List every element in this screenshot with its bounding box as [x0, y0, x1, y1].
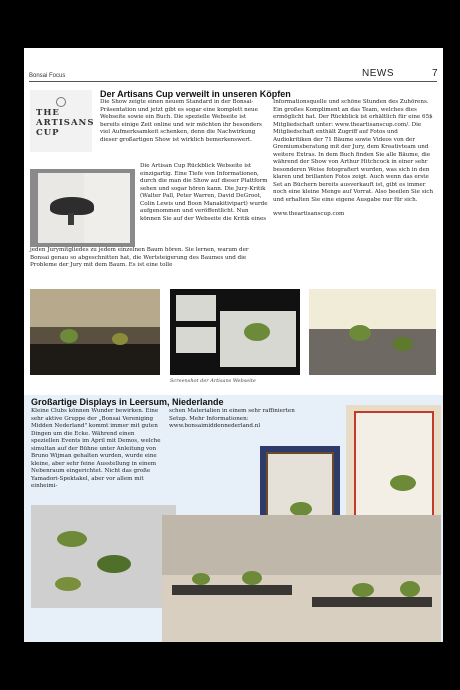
header-category: NEWS [362, 68, 394, 79]
article1-col2 [273, 99, 437, 219]
website-screenshot-photo [170, 289, 300, 375]
logo-line-3: CUP [36, 128, 60, 138]
display-stage-photo [309, 289, 436, 375]
show-hall-photo [30, 289, 160, 375]
logo-emblem-icon [56, 97, 66, 107]
article2-col1-text: Kleine Clubs können Wunder bewirken. Eine sehr aktive Gruppe der „Bonsai Vereniging Midden Nederland" kommt immer mit guten Dingen um die Ecke. Während einen speziellen Events im April mit Demos, welche simultan auf der Bühne unter Anleitung von Bruno Wijman gehalten wurden, wurde eine kleine, aber sehr feine Ausstellung in einem Nebenraum eingerichtet. Nicht das große Yamadori-Spektakel, aber vor allem mit einheimi- [31, 408, 161, 489]
article2-col1 [31, 408, 161, 491]
magazine-page [24, 48, 443, 642]
artisans-cup-logo [30, 90, 95, 152]
header-section-name: Bonsai Focus [29, 73, 66, 79]
article1-col1-mid [140, 163, 268, 223]
article2-col2-text: schen Materialien in einem sehr raffinierten Setup. Mehr Informationen: www.bonsaimiddennederland.nl [169, 408, 295, 429]
artisans-book-photo [30, 169, 135, 247]
logo-lettering [36, 108, 94, 138]
article2-col2 [169, 408, 301, 431]
exhibition-room-photo [162, 515, 441, 642]
photo-caption: Screenshot der Artisans Webseite [170, 378, 256, 384]
article1-paragraph-2-cont: jeden Jurymitgliedes zu jedem einzelnen Baum hören. Sie lernen, warum der Bonsai genau so abgeschnitten hat, die Wertsteigerung des Baumes und die Probleme der Jury mit dem Baum. Es ist eine tolle [30, 247, 249, 268]
article1-title: Der Artisans Cup verweilt in unseren Köpfen [100, 89, 291, 99]
page-number: 7 [432, 68, 438, 79]
article1-col1-bottom [30, 247, 268, 270]
logo-line-2: ARTISANS [36, 118, 95, 128]
article1-col2-text: Informationsquelle und schöne Stunden des Zuhörens. Ein großes Kompliment an das Team, welches dies ermöglicht hat. Der Rückblick ist erhältlich für eine 65$ Mitgliedschaft unter: www.theartisanscup.com/. Die Mitgliedschaft enthält Zugriff auf Fotos und Audiokritiken der 71 Bäume sowie Videos von der Gremiumsberatung mit der Jury, dem Kreativteam und weitere Extras. In dem Buch finden Sie alle Bäume, die während der Show von Arthur Hitchcock in einer sehr besonderen Weise fotografiert wurden, was sich in den klaren und brillanten Fotos zeigt. Auch wenn das erste Set an Büchern bereits ausverkauft ist, gibt es immer noch eine kleine Menge auf Vorrat. Also beeilen Sie sich und erhalten Sie eine eigene Ausgabe nur für sich. [273, 99, 434, 203]
red-frame-display-photo [346, 405, 441, 523]
article1-paragraph-2: Die Artisan Cup Rückblick Webseite ist einzigartig. Eine Tiefe von Informationen, durch die man die Show auf dieser Plattform sehen und sogar hören kann. Die Jury-Kritik (Walter Pall, Peter Warren, David DeGroot, Colin Lewis und Boon Manakitivipart) wurde aufgenommen und veröffentlicht. Nun können Sie auf der Webseite die Kritik eines [140, 163, 268, 222]
article2-title: Großartige Displays in Leersum, Niederlande [31, 397, 224, 407]
article1-url[interactable]: www.theartisanscup.com [273, 211, 345, 217]
article1-col1-top [100, 99, 266, 144]
article1-paragraph-1: Die Show zeigte einen neuem Standard in der Bonsai-Präsentation und jetzt gibt es sogar eine komplett neue Webseite sowie ein Buch. Die spezielle Webseite ist bereits einige Zeit online und wir möchten ihr besonders viel Aufmerksamkeit schenken, denn die Nachwirkung dieser großartigen Show ist wirklich bemerkenswert. [100, 99, 262, 143]
header-divider [29, 81, 437, 82]
bonsai-shelf-photo [31, 505, 176, 608]
logo-line-1: THE [36, 108, 60, 118]
